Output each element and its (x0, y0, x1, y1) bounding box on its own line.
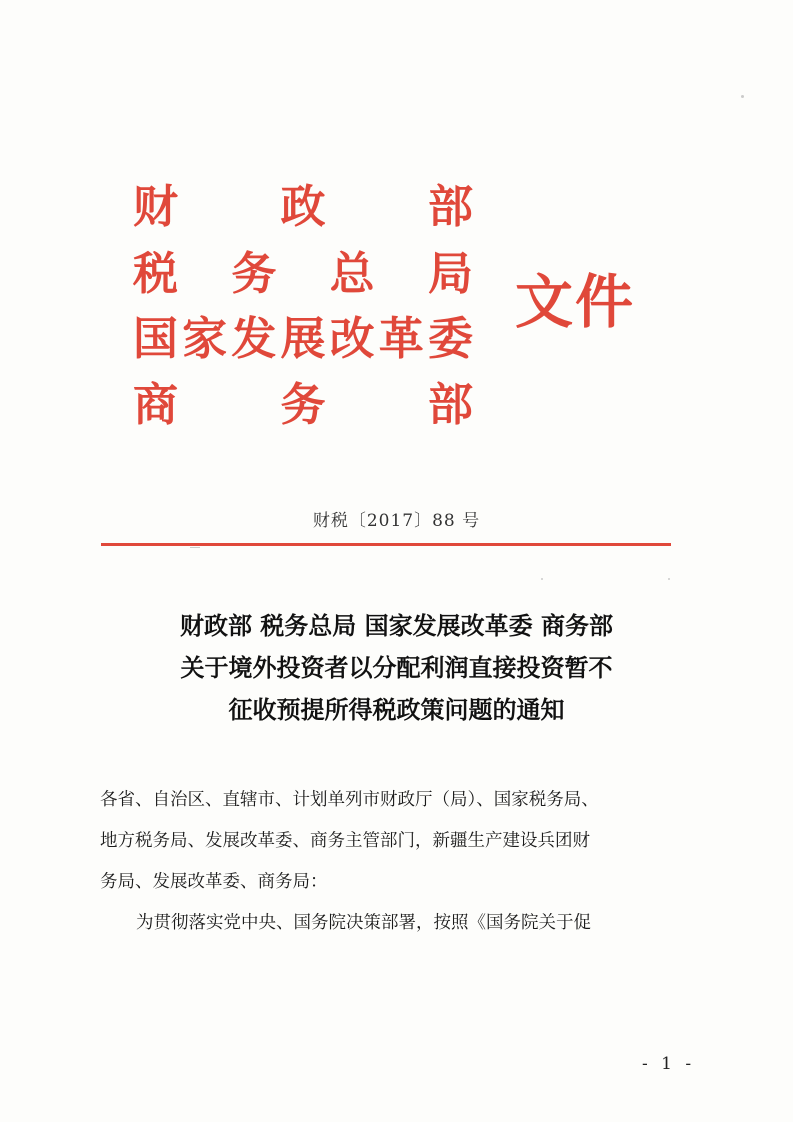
org-char: 局 (427, 247, 473, 300)
org-char: 部 (427, 378, 473, 431)
org-char: 商 (133, 378, 179, 431)
document-number: 财税〔2017〕88 号 (312, 511, 481, 531)
scan-speck (668, 578, 670, 580)
document-body (100, 780, 700, 944)
org-char: 发 (231, 312, 277, 365)
addressee-line: 务局、发展改革委、商务局： (100, 872, 328, 892)
page-number: - 1 - (642, 1054, 696, 1074)
org-ministry-of-finance (133, 177, 473, 237)
addressee-line: 各省、自治区、直辖市、计划单列市财政厅（局）、国家税务局、 (100, 790, 599, 810)
red-divider-line (101, 543, 671, 546)
title-line: 财政部 税务总局 国家发展改革委 商务部 (179, 611, 614, 640)
addressee-line: 地方税务局、发展改革委、商务主管部门，新疆生产建设兵团财 (100, 831, 590, 851)
body-paragraph: 为贯彻落实党中央、国务院决策部署，按照《国务院关于促 (136, 913, 591, 933)
scan-speck (741, 95, 744, 98)
org-char: 政 (280, 180, 326, 233)
org-tax-administration (133, 244, 473, 304)
scan-speck (190, 547, 200, 548)
title-line: 征收预提所得税政策问题的通知 (228, 695, 565, 724)
org-char: 家 (182, 312, 228, 365)
org-ministry-of-commerce (133, 375, 473, 435)
org-char: 部 (427, 180, 473, 233)
org-char: 财 (133, 180, 179, 233)
scan-speck (541, 578, 543, 580)
org-char: 税 (133, 247, 179, 300)
title-line: 关于境外投资者以分配利润直接投资暂不 (180, 653, 613, 682)
org-ndrc (133, 309, 473, 369)
org-char: 展 (280, 312, 326, 365)
document-title (0, 605, 793, 731)
org-char: 革 (378, 312, 424, 365)
org-char: 务 (280, 378, 326, 431)
org-char: 务 (231, 247, 277, 300)
document-type-label: 文件 (515, 268, 636, 336)
org-char: 委 (427, 312, 473, 365)
org-char: 国 (133, 312, 179, 365)
org-char: 总 (329, 247, 375, 300)
org-char: 改 (329, 312, 375, 365)
